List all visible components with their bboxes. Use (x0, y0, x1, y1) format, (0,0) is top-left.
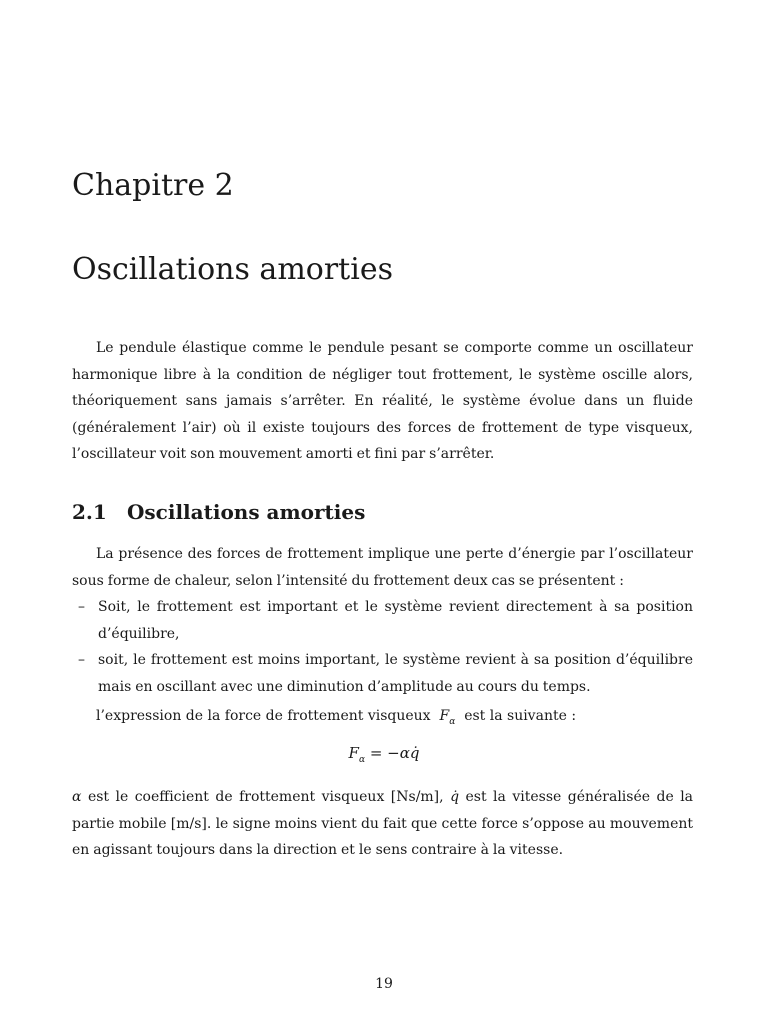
chapter-title: Oscillations amorties (72, 252, 393, 287)
page-number: 19 (375, 976, 393, 992)
list-marker: – (78, 652, 85, 668)
definition-part1: est le coefficient de frottement visqueux [Ns/m], (87, 789, 444, 805)
qdot-symbol: q̇ (450, 789, 460, 805)
chapter-label: Chapitre 2 (72, 168, 234, 203)
section-paragraph: La présence des forces de frottement implique une perte d’énergie par l’oscillateur sous forme de chaleur, selon l’intensité du frottement deux cas se présentent : (72, 546, 693, 589)
section-number: 2.1 (72, 500, 107, 524)
expression-intro-line (96, 703, 696, 735)
formula-force-symbol: F (348, 744, 359, 762)
list-item (72, 594, 693, 647)
section-title: Oscillations amorties (127, 500, 366, 524)
formula-force-subscript: α (358, 755, 366, 765)
intro-paragraph: Le pendule élastique comme le pendule pesant se comporte comme un oscillateur harmonique libre à la condition de négliger tout frottement, le système oscille alors, théoriquement sans jamais s’arrêter. En réalité, le système évolue dans un fluide (généralement l’air) où il existe toujours des forces de frottement de type visqueux, l’oscillateur voit son mouvement amorti et fini par s’arrêter. (72, 340, 693, 462)
expression-intro: l’expression de la force de frottement visqueux (96, 708, 431, 724)
list-item (72, 647, 693, 700)
list-marker: – (78, 599, 85, 615)
formula-rhs: = −αq̇ (369, 744, 420, 762)
list-item-text: Soit, le frottement est important et le système revient directement à sa position d’équilibre, (98, 599, 693, 642)
alpha-symbol: α (72, 789, 82, 805)
force-subscript: α (449, 716, 456, 727)
section-heading (72, 498, 365, 526)
expression-outro: est la suivante : (464, 708, 577, 724)
friction-formula (0, 740, 768, 773)
definition-paragraph (72, 784, 693, 864)
force-symbol: F (439, 708, 450, 724)
cases-list (72, 594, 693, 700)
definition-part2: est la vitesse généralisée de la partie mobile [m/s]. le signe moins vient du fait que cette force s’oppose au mouvement en agissant toujours dans la direction et le sens contraire à la vitesse. (72, 789, 694, 858)
list-item-text: soit, le frottement est moins important, le système revient à sa position d’équilibre mais en oscillant avec une diminution d’amplitude au cours du temps. (98, 652, 693, 695)
